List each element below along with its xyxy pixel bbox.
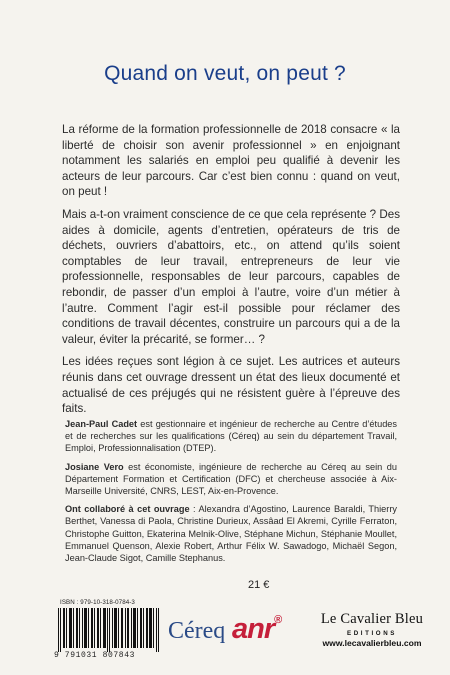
- contributors-names: : Alexandra d’Agostino, Laurence Baraldi, Thierry Berthet, Vanessa di Paola, Christine Durieux, Assâad El Akremi, Cyrille Ferraton, Christophe Guitton, Ekaterina Melnik-Olive, Stéphane Michun, Stéphanie Moullet, Emmanuel Quenson, Alexie Robert, Arthur Félix W. Sawadogo, Michaël Segon, Jean-Claude Sigot, Camille Stephanus.: [65, 504, 397, 564]
- price: 21 €: [248, 579, 270, 591]
- author-name: Josiane Vero: [65, 461, 124, 472]
- author-bios: [65, 418, 397, 570]
- cereq-logo: Céreq: [168, 618, 226, 644]
- author-bio-1: [65, 418, 397, 455]
- contributors: [65, 503, 397, 564]
- blurb-paragraph-3: Les idées reçues sont légion à ce sujet. Les autrices et auteurs réunis dans cet ouvrage dressent un état des lieux documenté et actualisé de ces préjugés qui ne résistent guère à l’épreuve des faits.: [62, 355, 400, 416]
- publisher-url: www.lecavalierbleu.com: [322, 638, 422, 648]
- barcode-icon: [57, 608, 161, 652]
- author-bio-2: [65, 461, 397, 498]
- blurb-paragraph-1: La réforme de la formation professionnelle de 2018 consacre « la liberté de choisir son avenir professionnel » en enjoignant notamment les salariés en emploi peu qualifié à devenir les acteurs de leur parcours. Car c’est bien connu : quand on veut, on peut !: [62, 123, 400, 199]
- isbn: ISBN : 979-10-318-0784-3: [60, 599, 135, 606]
- publisher-editions: EDITIONS: [346, 630, 398, 637]
- blurb-paragraph-2: Mais a-t-on vraiment conscience de ce que cela représente ? Des aides à domicile, agents d’entretien, opérateurs de tris de déchets, ouvriers d’abattoirs, etc., on attend qu’ils soient comptables de leur travail, entrepreneurs de leur vie professionnelle, responsables de leur parcours, capables de rebondir, de passer d’un emploi à l’autre, voire d’un métier à l’autre. Comment l’agir est-il possible pour réclamer des conditions de travail décentes, construire un parcours qui a de la valeur, éviter la précarité, se former… ?: [62, 207, 400, 346]
- blurb: [62, 122, 400, 424]
- registered-mark: ®: [274, 614, 282, 627]
- publisher-name: Le Cavalier Bleu: [320, 611, 424, 627]
- barcode-digits: 9 791031 807843: [54, 651, 136, 660]
- author-description: est économiste, ingénieure de recherche au Céreq au sein du Département Formation et Certification (DFC) et chercheuse associée à Aix-Marseille Université, CNRS, LEST, Aix-en-Provence.: [65, 461, 397, 497]
- author-name: Jean-Paul Cadet: [65, 419, 138, 429]
- anr-logo: [232, 613, 281, 646]
- author-description: est gestionnaire et ingénieur de recherche au Centre d’études et de recherches sur les qualifications (Céreq) au sein du département Travail, Emploi, Professionnalisation (DTEP).: [65, 419, 398, 454]
- anr-logo-text: anr: [232, 613, 275, 645]
- publisher-logo: [312, 611, 432, 648]
- contributors-label: Ont collaboré à cet ouvrage: [65, 504, 190, 515]
- book-title: Quand on veut, on peut ?: [104, 62, 346, 85]
